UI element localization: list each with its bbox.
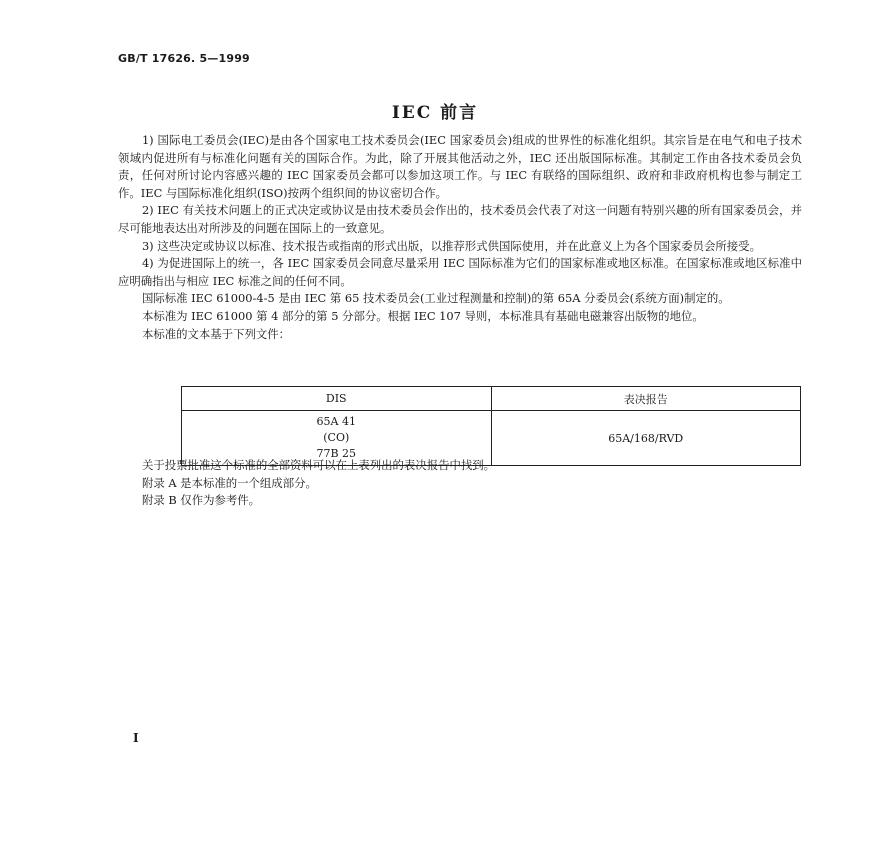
- after-paragraph-3: 附录 B 仅作为参考件。: [141, 493, 261, 508]
- after-table-text: [118, 457, 802, 510]
- dis-line: (CO): [323, 431, 350, 444]
- paragraph-2: 2) IEC 有关技术问题上的正式决定或协议是由技术委员会作出的，技术委员会代表了对这一问题有特别兴趣的所有国家委员会，并尽可能地表达出对所涉及的问题在国际上的一致意见。: [118, 203, 802, 235]
- paragraph-7: 本标准的文本基于下列文件：: [141, 326, 291, 341]
- dis-line: 65A 41: [316, 415, 356, 428]
- table-header-dis: DIS: [182, 387, 492, 411]
- table-header-row: [182, 387, 801, 411]
- paragraph-3: 3) 这些决定或协议以标准、技术报告或指南的形式出版，以推荐形式供国际使用，并在此意义上为各个国家委员会所接受。: [141, 238, 761, 253]
- document-header: GB/T 17626. 5—1999: [118, 52, 250, 65]
- table-cell-vote-report: 65A/168/RVD: [491, 411, 801, 466]
- after-paragraph-2: 附录 A 是本标准的一个组成部分。: [141, 475, 317, 490]
- page-title: IEC 前言: [391, 103, 479, 123]
- after-paragraph-1: 关于投票批准这个标准的全部资料可以在上表列出的表决报告中找到。: [141, 458, 496, 472]
- document-table: [181, 386, 801, 466]
- paragraph-1: 1) 国际电工委员会(IEC)是由各个国家电工技术委员会(IEC 国家委员会)组成的世界性的标准化组织。其宗旨是在电气和电子技术领域内促进所有与标准化问题有关的国际合作。为此，除了开展其他活动之外，IEC 还出版国际标准。其制定工作由各技术委员会负责，任何对所讨论内容感兴趣的 IEC 国家委员会都可以参加这项工作。与 IEC 有联络的国际组织、政府和非政府机构也参与制定工作。IEC 与国际标准化组织(ISO)按两个组织间的协议密切合作。: [118, 133, 802, 200]
- paragraph-4: 4) 为促进国际上的统一，各 IEC 国家委员会同意尽量采用 IEC 国际标准为它们的国家标准或地区标准。在国家标准或地区标准中应明确指出与相应 IEC 标准之间的任何不同。: [118, 256, 802, 288]
- table-header-vote: 表决报告: [491, 387, 801, 411]
- page-number: I: [133, 731, 139, 745]
- dis-line: 77B 25: [316, 447, 357, 460]
- paragraph-5: 国际标准 IEC 61000-4-5 是由 IEC 第 65 技术委员会(工业过程测量和控制)的第 65A 分委员会(系统方面)制定的。: [141, 291, 730, 306]
- paragraph-6: 本标准为 IEC 61000 第 4 部分的第 5 分部分。根据 IEC 107 导则，本标准具有基础电磁兼容出版物的地位。: [141, 308, 704, 323]
- preface-body: [118, 132, 802, 343]
